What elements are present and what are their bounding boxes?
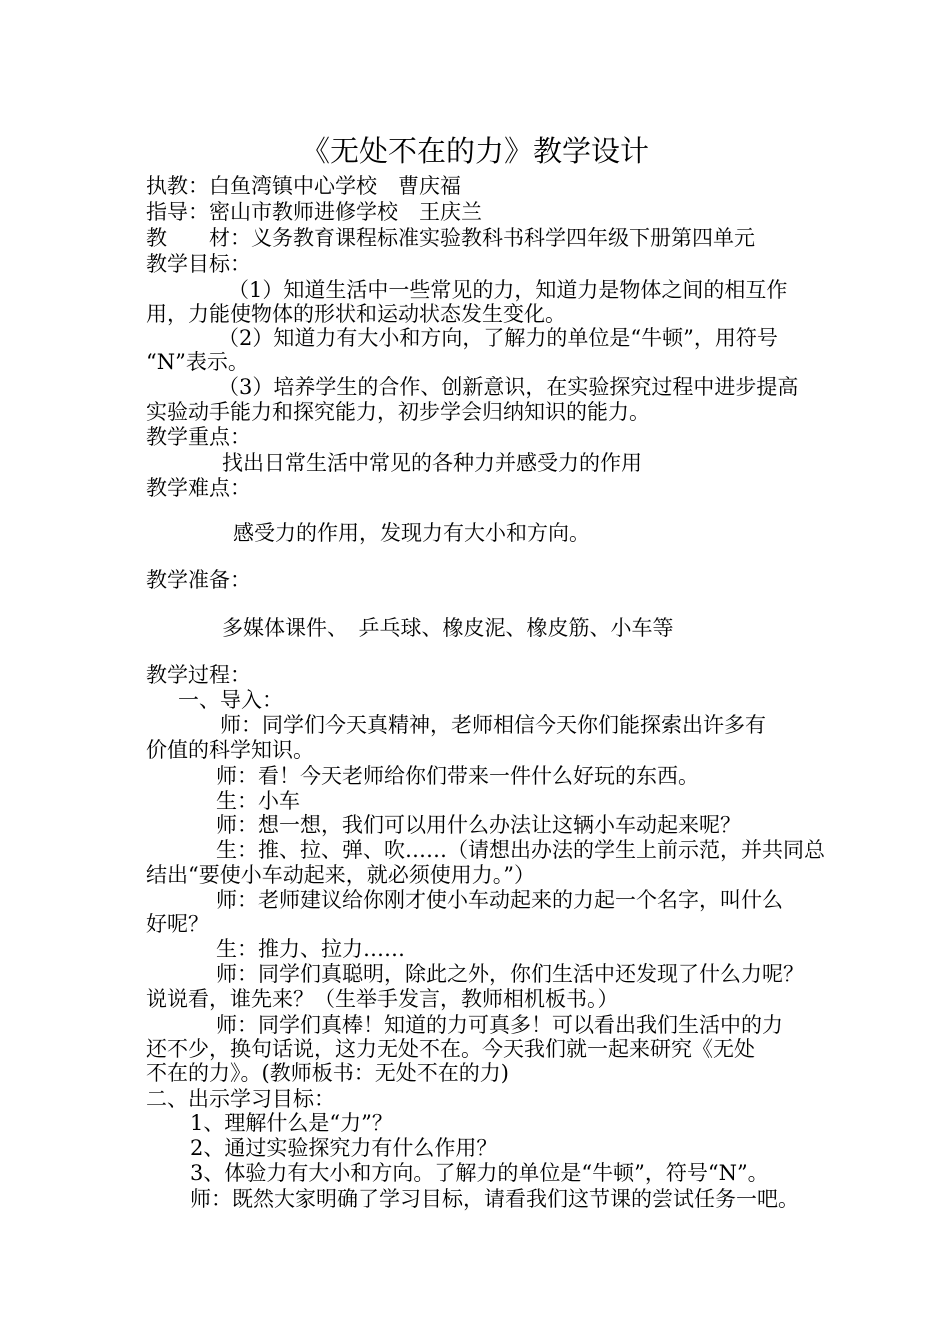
text-line: 师：同学们今天真精神，老师相信今天你们能探索出许多有: [220, 713, 766, 737]
text-line: 师：同学们真棒！知道的力可真多！可以看出我们生活中的力: [216, 1013, 783, 1037]
text-line: 生：推、拉、弹、吹……（请想出办法的学生上前示范，并共同总: [216, 838, 825, 862]
text-line: 2、通过实验探究力有什么作用？: [190, 1136, 498, 1160]
text-line: 师：想一想，我们可以用什么办法让这辆小车动起来呢？: [216, 813, 741, 837]
text-line: 师：同学们真聪明，除此之外，你们生活中还发现了什么力呢？: [216, 962, 804, 986]
text-line: 教 材：义务教育课程标准实验教科书科学四年级下册第四单元: [146, 226, 755, 250]
text-line: 师：既然大家明确了学习目标，请看我们这节课的尝试任务一吧。: [190, 1187, 799, 1211]
text-line: 生：推力、拉力……: [216, 937, 405, 961]
text-line: 一、导入：: [178, 688, 283, 712]
text-line: 教学准备：: [146, 568, 251, 592]
text-line: （2）知道力有大小和方向，了解力的单位是“牛顿”，用符号: [218, 326, 778, 350]
text-line: 3、体验力有大小和方向。了解力的单位是“牛顿”，符号“N”。: [190, 1161, 769, 1185]
text-line: 实验动手能力和探究能力，初步学会归纳知识的能力。: [146, 400, 650, 424]
text-line: 生：小车: [216, 789, 300, 813]
text-line: 结出“要使小车动起来，就必须使用力。”）: [146, 863, 535, 887]
text-line: 二、出示学习目标：: [146, 1087, 335, 1111]
text-line: 多媒体课件、 乒乓球、橡皮泥、橡皮筋、小车等: [222, 616, 674, 640]
text-line: 好呢？: [146, 912, 209, 936]
text-line: 用，力能使物体的形状和运动状态发生变化。: [146, 302, 566, 326]
text-line: 指导：密山市教师进修学校 王庆兰: [146, 200, 482, 224]
text-line: 说说看，谁先来？（生举手发言，教师相机板书。）: [146, 987, 619, 1011]
text-line: 教学难点：: [146, 476, 251, 500]
document-title: 《无处不在的力》教学设计: [300, 134, 649, 168]
text-line: 教学目标：: [146, 252, 251, 276]
text-line: （3）培养学生的合作、创新意识，在实验探究过程中进步提高: [218, 375, 799, 399]
text-line: 还不少，换句话说，这力无处不在。今天我们就一起来研究《无处: [146, 1037, 755, 1061]
text-line: 师：看！今天老师给你们带来一件什么好玩的东西。: [216, 764, 699, 788]
text-line: 教学过程：: [146, 663, 251, 687]
text-line: 感受力的作用，发现力有大小和方向。: [233, 521, 590, 545]
text-line: 不在的力》。(教师板书：无处不在的力): [146, 1061, 509, 1085]
text-line: 师：老师建议给你刚才使小车动起来的力起一个名字，叫什么: [216, 888, 783, 912]
text-line: 找出日常生活中常见的各种力并感受力的作用: [222, 451, 642, 475]
text-line: （1）知道生活中一些常见的力，知道力是物体之间的相互作: [228, 278, 788, 302]
text-line: 教学重点：: [146, 425, 251, 449]
text-line: 1、理解什么是“力”？: [190, 1111, 393, 1135]
text-line: 执教：白鱼湾镇中心学校 曹庆福: [146, 174, 461, 198]
text-line: 价值的科学知识。: [146, 738, 314, 762]
text-line: “N”表示。: [146, 350, 249, 374]
